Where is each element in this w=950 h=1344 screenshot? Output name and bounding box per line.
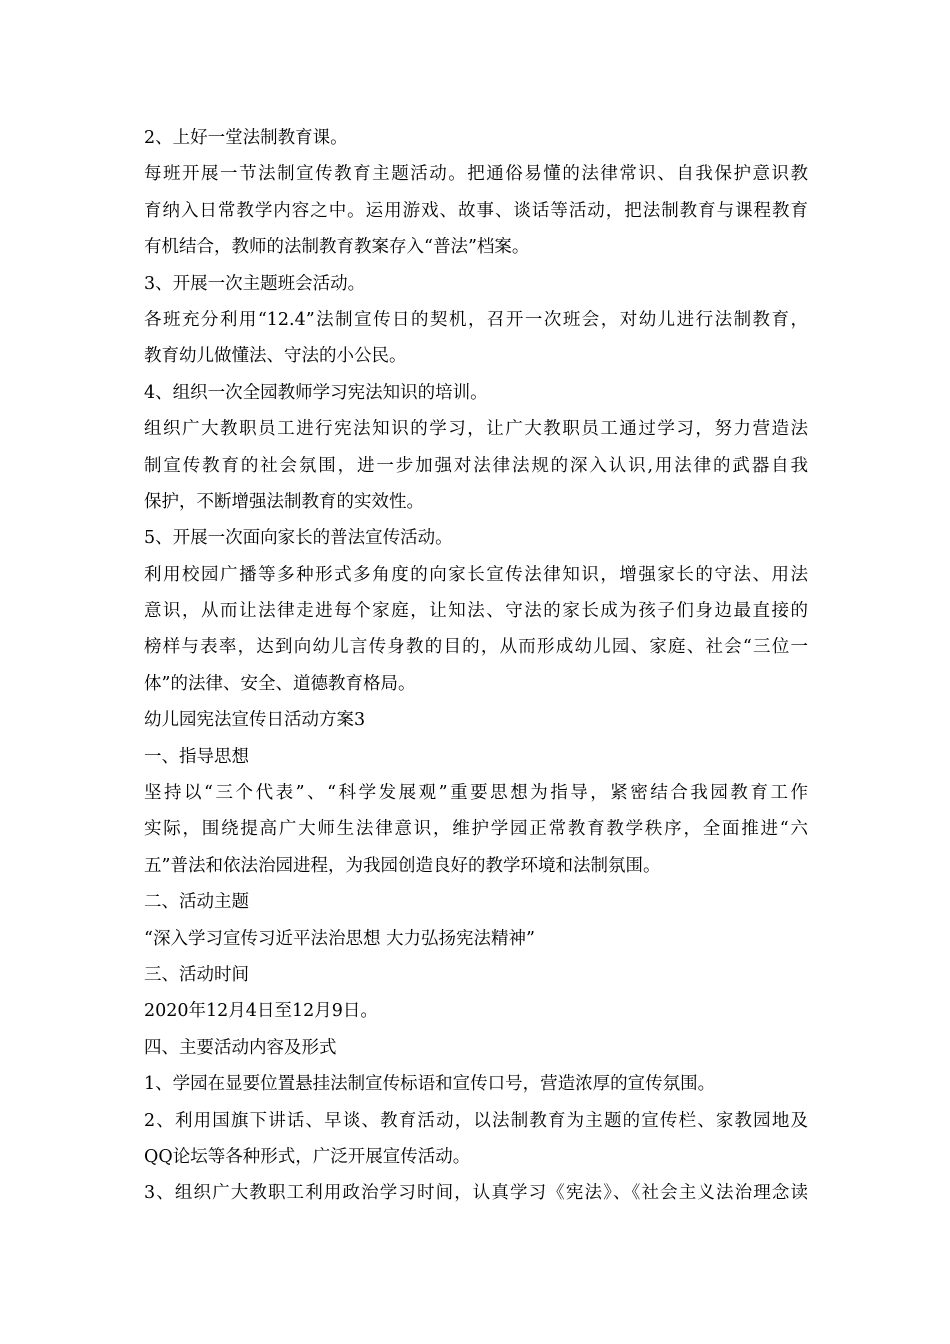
text-line: 实际，围绕提高广大师生法律意识，维护学园正常教育教学秩序，全面推进“六 <box>144 819 808 840</box>
heading-activity-time: 三、活动时间 <box>144 964 249 985</box>
text-line: “深入学习宣传习近平法治思想 大力弘扬宪法精神” <box>144 928 535 949</box>
text-line: 体”的法律、安全、道德教育格局。 <box>144 673 416 694</box>
text-line: 2、利用国旗下讲话、早谈、教育活动，以法制教育为主题的宣传栏、家教园地及 <box>144 1110 808 1131</box>
text-line: 各班充分利用“12.4”法制宣传日的契机，召开一次班会，对幼儿进行法制教育， <box>144 309 808 330</box>
text-line: QQ论坛等各种形式，广泛开展宣传活动。 <box>144 1146 471 1167</box>
text-line: 5、开展一次面向家长的普法宣传活动。 <box>144 528 453 549</box>
document-page <box>144 120 808 1212</box>
text-line: 2、上好一堂法制教育课。 <box>144 128 348 148</box>
heading-main-content: 四、主要活动内容及形式 <box>144 1037 337 1058</box>
text-line: 组织广大教职员工进行宪法知识的学习，让广大教职员工通过学习，努力营造法 <box>144 419 808 440</box>
section-title: 幼儿园宪法宣传日活动方案3 <box>144 710 366 731</box>
heading-activity-theme: 二、活动主题 <box>144 892 249 913</box>
text-line: 3、开展一次主题班会活动。 <box>144 273 366 294</box>
text-line: 五”普法和依法治园进程，为我园创造良好的教学环境和法制氛围。 <box>144 855 661 876</box>
text-line: 教育幼儿做懂法、守法的小公民。 <box>144 346 407 367</box>
text-line: 保护，不断增强法制教育的实效性。 <box>144 491 424 512</box>
text-line: 榜样与表率，达到向幼儿言传身教的目的，从而形成幼儿园、家庭、社会“三位一 <box>144 637 808 658</box>
text-line: 每班开展一节法制宣传教育主题活动。把通俗易懂的法律常识、自我保护意识教 <box>144 164 808 185</box>
text-line: 利用校园广播等多种形式多角度的向家长宣传法律知识，增强家长的守法、用法 <box>144 564 808 585</box>
text-line: 制宣传教育的社会氛围，进一步加强对法律法规的深入认识,用法律的武器自我 <box>144 455 808 476</box>
heading-guiding-ideology: 一、指导思想 <box>144 746 249 767</box>
text-line: 育纳入日常教学内容之中。运用游戏、故事、谈话等活动，把法制教育与课程教育 <box>144 200 808 221</box>
text-line: 2020年12月4日至12月9日。 <box>144 1001 378 1022</box>
text-line: 坚持以“三个代表”、“科学发展观”重要思想为指导，紧密结合我园教育工作 <box>144 783 808 804</box>
text-line: 3、组织广大教职工利用政治学习时间，认真学习《宪法》、《社会主义法治理念读 <box>144 1183 808 1204</box>
text-line: 1、学园在显要位置悬挂法制宣传标语和宣传口号，营造浓厚的宣传氛围。 <box>144 1074 716 1095</box>
text-line: 意识，从而让法律走进每个家庭，让知法、守法的家长成为孩子们身边最直接的 <box>144 601 808 622</box>
text-line: 4、组织一次全园教师学习宪法知识的培训。 <box>144 382 488 403</box>
text-line: 有机结合，教师的法制教育教案存入“普法”档案。 <box>144 237 530 258</box>
